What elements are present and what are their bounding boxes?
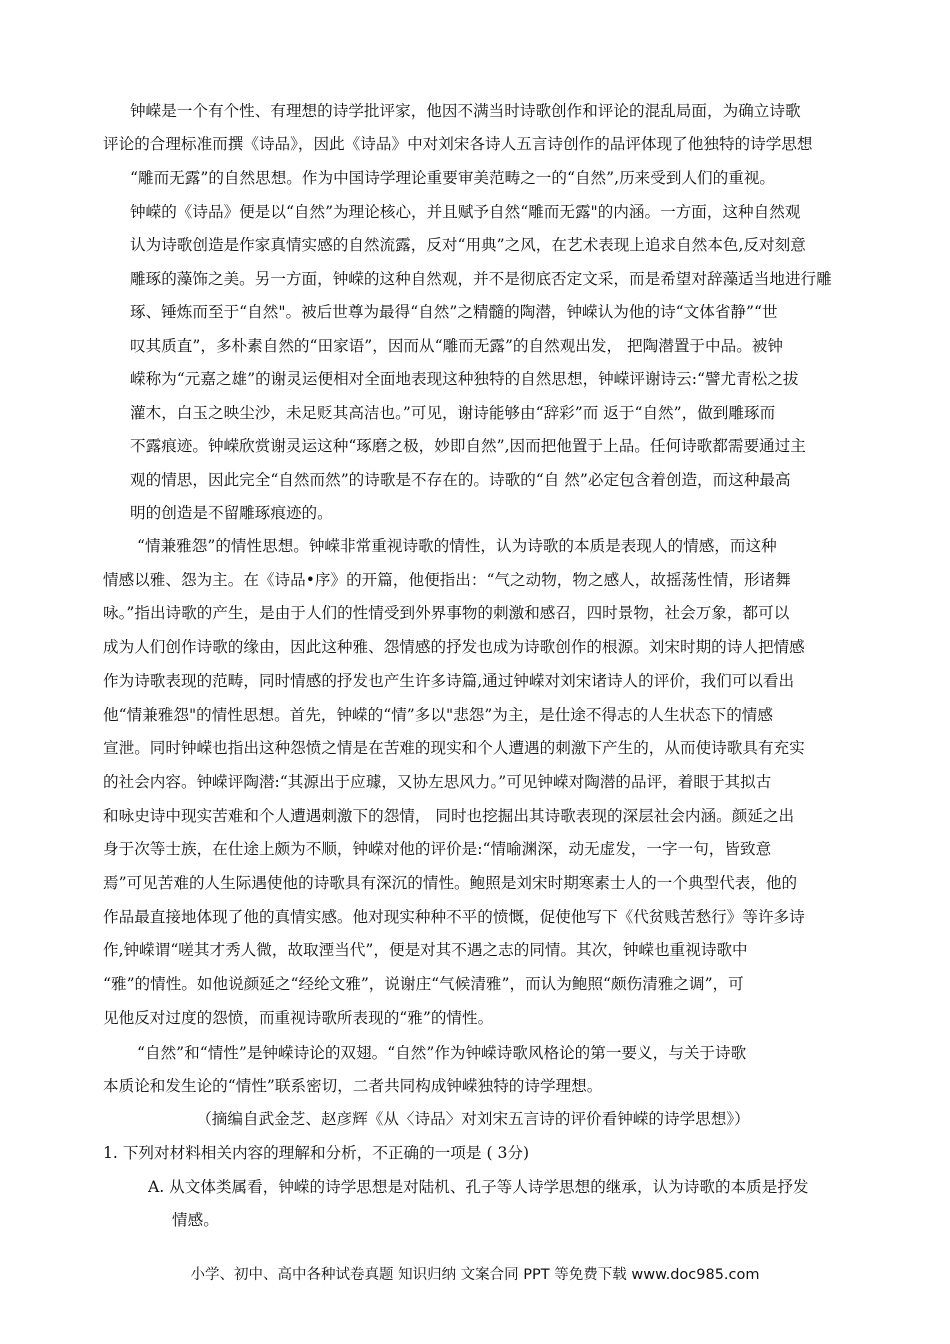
- paragraph-p2-line: 叹其质直”，多朴素自然的“田家语”，因而从“雕而无露”的自然观出发， 把陶潜置于中品。被钟: [130, 336, 783, 355]
- paragraph-p3-line: 作为诗歌表现的范畴，同时情感的抒发也产生许多诗篇,通过钟嵘对刘宋诸诗人的评价，我们可以看出: [103, 671, 795, 690]
- source-attribution: （摘编自武金芝、赵彦辉《从〈诗品〉对刘宋五言诗的评价看钟嵘的诗学思想》）: [196, 1110, 750, 1128]
- paragraph-p3-line: 和咏史诗中现实苦难和个人遭遇刺激下的怨情， 同时也挖掘出其诗歌表现的深层社会内涵。颜延之出: [103, 806, 795, 825]
- paragraph-p3-line: 他“情兼雅怨"的情性思想。首先，钟嵘的“情”多以"悲怨”为主，是仕途不得志的人生状态下的情感: [103, 705, 773, 724]
- option-a-line: 情感。: [172, 1211, 219, 1229]
- paragraph-p3-line: 情感以雅、怨为主。在《诗品•序》的开篇，他便指出：“气之动物，物之感人，故摇荡性情，形诸舞: [103, 570, 791, 589]
- paragraph-p2-line: 认为诗歌创造是作家真情实感的自然流露，反对“用典”之风，在艺术表现上追求自然本色,反对刻意: [130, 236, 806, 254]
- paragraph-p1-line: 评论的合理标准而撰《诗品》，因此《诗品》中对刘宋各诗人五言诗创作的品评体现了他独特的诗学思想: [103, 135, 813, 153]
- paragraph-p3-line: 作,钟嵘谓“嗟其才秀人微，故取湮当代”，便是对其不遇之志的同情。其次，钟嵘也重视诗歌中: [103, 941, 748, 960]
- paragraph-p2-line: 不露痕迹。钟嵘欣赏谢灵运这种“琢磨之极，妙即自然”,因而把他置于上品。任何诗歌都需要通过主: [130, 437, 806, 455]
- paragraph-p2-line: 观的情思，因此完全“自然而然”的诗歌是不存在的。诗歌的“自 然”必定包含着创造，而这种最高: [130, 470, 791, 489]
- paragraph-p2-line: 琢、锤炼而至于“自然"。被后世尊为最得“自然”之精髓的陶潜，钟嵘认为他的诗“文体省静”“世: [130, 303, 778, 321]
- paragraph-p3-line: 作品最直接地体现了他的真情实感。他对现实种种不平的愤慨，促使他写下《代贫贱苦愁行》等许多诗: [103, 907, 805, 926]
- paragraph-p3-line: “雅”的情性。如他说颜延之“经纶文雅”，说谢庄“气候清雅”，而认为鲍照“颇伤清雅之调”，可: [103, 975, 744, 994]
- paragraph-p4-line: 本质论和发生论的“情性”联系密切，二者共同构成钟嵘独特的诗学理想。: [103, 1077, 603, 1095]
- paragraph-p2-line: 雕琢的藻饰之美。另一方面，钟嵘的这种自然观，并不是彻底否定文采，而是希望对辞藻适当地进行雕: [130, 269, 832, 288]
- paragraph-p2-line: 嵘称为“元嘉之雄”的谢灵运便相对全面地表现这种独特的自然思想，钟嵘评谢诗云:“譬尤青松之拔: [130, 370, 799, 388]
- paragraph-p3-line: 宣泄。同时钟嵘也指出这种怨愤之情是在苦难的现实和个人遭遇的刺激下产生的，从而使诗歌具有充实: [103, 739, 805, 758]
- paragraph-p3-line: 见他反对过度的怨愤，而重视诗歌所表现的“雅”的情性。: [103, 1008, 494, 1027]
- paragraph-p3-line: 咏。”指出诗歌的产生，是由于人们的性情受到外界事物的刺激和感召，四时景物，社会万象，都可以: [103, 604, 790, 623]
- paragraph-p2-line: 钟嵘的《诗品》便是以“自然”为理论核心，并且赋予自然“雕而无露"的内涵。一方面，这种自然观: [130, 202, 801, 221]
- paragraph-p2-line: 明的创造是不留雕琢痕迹的。: [130, 504, 333, 522]
- option-a-line: A. 从文体类属看，钟嵘的诗学思想是对陆机、孔子等人诗学思想的继承，认为诗歌的本质是抒发: [148, 1178, 809, 1196]
- footer-banner: 小学、初中、高中各种试卷真题 知识归纳 文案合同 PPT 等免费下载 www.doc985.com: [190, 1267, 760, 1283]
- paragraph-p3-line: 身于次等士族，在仕途上颇为不顺，钟嵘对他的评价是:“情喻渊深，动无虚发，一字一句，皆致意: [103, 840, 772, 859]
- paragraph-p2-line: “雕而无露”的自然思想。作为中国诗学理论重要审美范畴之一的“自然”,历来受到人们的重视。: [130, 169, 776, 187]
- paragraph-p3-line: 焉”可见苦难的人生际遇使他的诗歌具有深沉的情性。鲍照是刘宋时期寒素士人的一个典型代表，他的: [103, 874, 798, 892]
- paragraph-p2-line: 灌木，白玉之映尘沙，未足贬其高洁也。”可见，谢诗能够由“辞彩”而 返于“自然”，做到雕琢而: [130, 403, 776, 422]
- paragraph-p3-line: 的社会内容。钟嵘评陶潜:“其源出于应璩，又协左思风力。”可见钟嵘对陶潜的品评，着眼于其拟古: [103, 772, 772, 791]
- paragraph-p1-line: 钟嵘是一个有个性、有理想的诗学批评家，他因不满当时诗歌创作和评论的混乱局面，为确立诗歌: [130, 102, 801, 120]
- paragraph-p4-line: “自然”和“情性”是钟嵘诗论的双翅。“自然”作为钟嵘诗歌风格论的第一要义，与关于诗歌: [137, 1044, 747, 1062]
- question-stem: 1. 下列对材料相关内容的理解和分析，不正确的一项是 ( 3分): [103, 1144, 530, 1162]
- paragraph-p3-line: 成为人们创作诗歌的缘由，因此这种雅、怨情感的抒发也成为诗歌创作的根源。刘宋时期的诗人把情感: [103, 638, 805, 657]
- paragraph-p3-line: “情兼雅怨”的情性思想。钟嵘非常重视诗歌的情性，认为诗歌的本质是表现人的情感，而这种: [137, 537, 777, 555]
